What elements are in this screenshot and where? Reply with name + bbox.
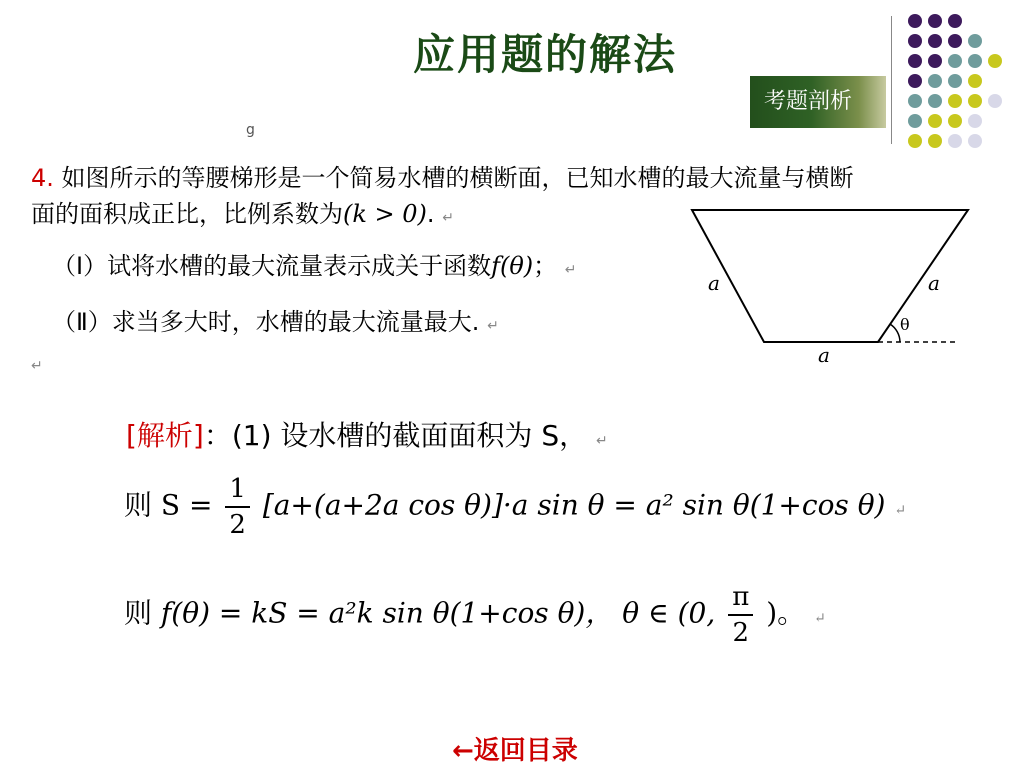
equation-function xyxy=(124,580,826,650)
analysis-tag: [解析] xyxy=(126,419,204,452)
label-bottom: a xyxy=(818,343,830,367)
return-mark: ↵ xyxy=(596,433,608,449)
eq2-fraction xyxy=(728,580,753,650)
label-left: a xyxy=(708,271,720,295)
section-badge: 考题剖析 xyxy=(750,76,886,128)
problem-line1: 如图所示的等腰梯形是一个简易水槽的横断面，已知水槽的最大流量与横断 xyxy=(61,164,854,192)
stray-mark: g xyxy=(246,122,255,138)
eq2-frac-num: π xyxy=(728,580,753,616)
eq1-prefix: 则 S = xyxy=(124,488,213,522)
trapezoid-shape xyxy=(692,210,968,342)
divider-line xyxy=(891,16,892,144)
equation-area xyxy=(124,472,906,542)
part2-text: （Ⅱ）求当多大时，水槽的最大流量最大. xyxy=(52,308,480,336)
return-mark: ↵ xyxy=(564,262,577,278)
part1-text: （Ⅰ）试将水槽的最大流量表示成关于函数 xyxy=(52,252,492,280)
eq2-prefix: 则 xyxy=(124,596,153,630)
page-title: 应用题的解法 xyxy=(412,30,677,79)
problem-line2-math: (k > 0) xyxy=(343,200,427,228)
part1-end: ； xyxy=(533,252,558,280)
problem-line2-end: . xyxy=(426,200,435,228)
eq1-body: [a+(a+2a cos θ)]·a sin θ = a² sin θ(1+cos θ) xyxy=(262,488,886,522)
eq2-body1: f(θ) = kS = a²k sin θ(1+cos θ)， θ ∈ (0, xyxy=(160,596,716,630)
eq1-frac-num: 1 xyxy=(225,472,250,508)
return-mark: ↵ xyxy=(814,610,826,627)
return-mark: ↵ xyxy=(894,502,907,519)
eq1-fraction xyxy=(225,472,250,542)
eq2-body2: )。 xyxy=(766,596,806,630)
back-to-contents-link[interactable]: ←返回目录 xyxy=(452,736,578,766)
problem-part1 xyxy=(52,246,577,281)
label-angle: θ xyxy=(900,315,910,334)
angle-arc xyxy=(890,324,900,342)
trapezoid-diagram xyxy=(688,200,978,370)
return-mark: ↵ xyxy=(442,210,454,226)
eq1-frac-den: 2 xyxy=(229,510,246,540)
problem-number: 4. xyxy=(31,164,54,192)
label-right: a xyxy=(928,271,940,295)
problem-line2: 面的面积成正比，比例系数为 xyxy=(31,200,343,228)
analysis-text: ：(1) 设水槽的截面面积为 S， xyxy=(203,419,588,452)
return-mark: ↵ xyxy=(487,318,499,334)
part1-math: f(θ) xyxy=(491,252,534,280)
eq2-frac-den: 2 xyxy=(732,618,749,648)
problem-part2 xyxy=(52,302,499,337)
return-mark: ↵ xyxy=(31,358,43,374)
analysis-line xyxy=(126,414,608,454)
